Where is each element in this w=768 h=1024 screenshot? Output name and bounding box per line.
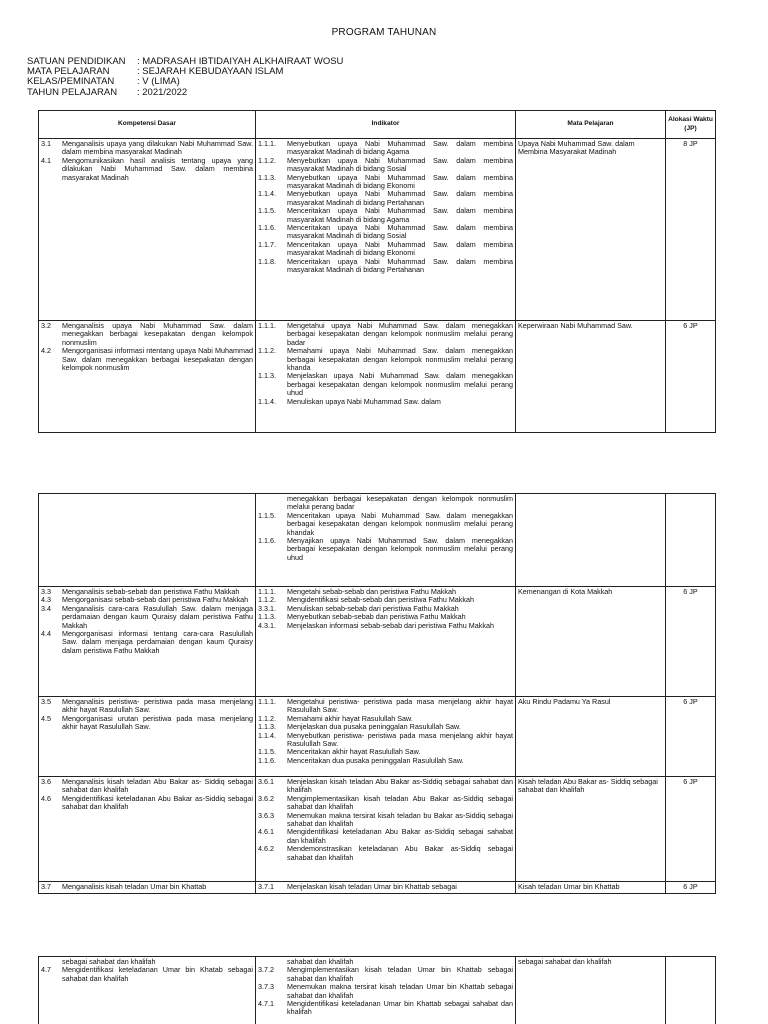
kd-text: Menganalisis sebab-sebab dan peristiwa Fathu Makkah: [62, 587, 240, 596]
kd-text: Mengorganisasi sebab-sebab dari peristiwa Fathu Makkah: [62, 595, 249, 605]
indikator-item: [258, 512, 513, 537]
indikator-number: 1.1.1.: [258, 139, 276, 148]
indikator-cell: [256, 957, 516, 1024]
indikator-text: Menceritakan upaya Nabi Muhammad Saw. dalam membina masyarakat Madinah di bidang Ekonomi: [287, 239, 513, 258]
table-row: [39, 882, 716, 894]
indikator-text: Menceritakan akhir hayat Rasulullah Saw.: [287, 747, 421, 757]
indikator-item: [258, 241, 513, 258]
alokasi-waktu-cell: 6 JP: [666, 777, 716, 882]
alokasi-waktu-cell: 6 JP: [666, 882, 716, 894]
indikator-text: Menemukan makna tersirat kisah teladan Umar bin Khattab sebagai sahabat dan khalifah: [287, 982, 513, 1000]
meta-key: TAHUN PELAJARAN: [27, 86, 118, 98]
mata-pelajaran-cell: [516, 494, 666, 587]
indikator-number: 1.1.4.: [258, 396, 276, 406]
indikator-cell: [256, 587, 516, 697]
kompetensi-dasar-cell: [39, 777, 256, 882]
indikator-number: 4.3.1.: [258, 620, 276, 630]
kompetensi-dasar-cell: [39, 882, 256, 894]
document-meta: [27, 57, 343, 98]
indikator-number: 3.3.1.: [258, 603, 276, 613]
kd-number: 4.7: [41, 965, 51, 975]
indikator-text: sahabat dan khalifah: [287, 957, 354, 966]
indikator-text: Mengetahi sebab-sebab dan peristiwa Fathu Makkah: [287, 587, 457, 596]
indikator-number: 3.6.1: [258, 777, 274, 786]
alokasi-waktu-cell: 6 JP: [666, 697, 716, 777]
indikator-text: Menjelaskan kisah teladan Umar bin Khattab sebagai: [287, 882, 457, 891]
indikator-number: 1.1.3.: [258, 172, 276, 182]
indikator-text: Mengetahui peristiwa- peristiwa pada masa menjelang akhir hayat Rasulullah Saw.: [287, 697, 513, 715]
indikator-number: 3.7.3: [258, 982, 274, 992]
indikator-item: [258, 372, 513, 397]
mata-pelajaran-cell: Kisah teladan Umar bin Khattab: [516, 882, 666, 894]
indikator-item: [258, 622, 513, 630]
kd-number: 3.1: [41, 139, 51, 148]
kd-item: [41, 347, 253, 372]
kd-text: Menganalisis kisah teladan Umar bin Khattab: [62, 882, 207, 891]
kd-number: 3.3: [41, 587, 51, 596]
indikator-cell: [256, 494, 516, 587]
indikator-number: 1.1.2.: [258, 713, 276, 723]
table-header-row: [39, 111, 716, 139]
indikator-number: 1.1.1.: [258, 697, 276, 706]
indikator-number: 1.1.2.: [258, 346, 276, 356]
table-row: [39, 777, 716, 882]
indikator-item: [258, 398, 513, 406]
indikator-item: [258, 224, 513, 241]
indikator-text: Menyebutkan upaya Nabi Muhammad Saw. dalam membina masyarakat Madinah di bidang Agama: [287, 139, 513, 157]
indikator-item: [258, 698, 513, 715]
indikator-item: [258, 812, 513, 829]
mata-pelajaran-cell: Kisah teladan Abu Bakar as- Siddiq sebagai sahabat dan khalifah: [516, 777, 666, 882]
indikator-number: 1.1.4.: [258, 189, 276, 199]
kd-number: 3.7: [41, 882, 51, 891]
indikator-text: Menyebutkan upaya Nabi Muhammad Saw. dalam membina masyarakat Madinah di bidang Pertahanan: [287, 189, 513, 207]
indikator-item: [258, 495, 513, 512]
indikator-text: Menceritakan upaya Nabi Muhammad Saw. dalam membina masyarakat Madinah di bidang Sosial: [287, 223, 513, 241]
table-body: [39, 957, 716, 1024]
indikator-text: Memahami upaya Nabi Muhammad Saw. dalam menegakkan berbagai kesepakatan dengan kelompok nonmuslim melalui perang khanda: [287, 346, 513, 373]
kd-text: Menganalisis kisah teladan Abu Bakar as- Siddiq sebagai sahabat dan khalifah: [62, 777, 253, 795]
indikator-cell: [256, 882, 516, 894]
kompetensi-dasar-cell: [39, 139, 256, 321]
indikator-number: 1.1.7.: [258, 239, 276, 249]
indikator-number: 1.1.3.: [258, 722, 276, 732]
indikator-item: [258, 757, 513, 765]
indikator-text: Menjelaskan informasi sebab-sebab dari peristiwa Fathu Makkah: [287, 620, 494, 630]
indikator-cell: [256, 777, 516, 882]
indikator-text: Menceritakan dua pusaka peninggalan Rasulullah Saw.: [287, 755, 464, 765]
indikator-text: Menuliskan upaya Nabi Muhammad Saw. dalam: [287, 396, 441, 406]
alokasi-waktu-cell: [666, 494, 716, 587]
indikator-number: 1.1.8.: [258, 256, 276, 266]
indikator-number: [258, 495, 287, 512]
kd-text: Menganalisis upaya yang dilakukan Nabi Muhammad Saw. dalam membina masyarakat Madinah: [62, 139, 253, 157]
indikator-item: [258, 845, 513, 862]
kd-item: [41, 322, 253, 347]
indikator-text: Mengidentifikasi keteladanan Abu Bakar as-Siddiq sebagai sahabat dan khalifah: [287, 827, 513, 845]
indikator-number: 1.1.1.: [258, 587, 276, 596]
kd-text: Menganalisis upaya Nabi Muhammad Saw. dalam menegakkan berbagai kesepakatan dengan kelompok nonmuslim: [62, 321, 253, 347]
kd-number: 4.1: [41, 155, 51, 165]
indikator-item: [258, 174, 513, 191]
header-mata-pelajaran: Mata Pelajaran: [516, 111, 666, 139]
kd-item: [41, 778, 253, 795]
kd-number: 4.4: [41, 629, 51, 639]
table-body: [39, 494, 716, 894]
indikator-text: Menyebutkan upaya Nabi Muhammad Saw. dalam membina masyarakat Madinah di bidang Sosial: [287, 155, 513, 174]
indikator-item: [258, 778, 513, 795]
indikator-text: Mengidentifikasi sebab-sebab dan peristiwa Fathu Makkah: [287, 595, 474, 605]
table-body: [39, 139, 716, 433]
kd-text: Mengorganisasi urutan peristiwa pada masa menjelang akhir hayat Rasulullah Saw.: [62, 713, 253, 732]
indikator-item: [258, 537, 513, 562]
meta-row: [27, 88, 343, 98]
kd-text: Mengidentifikasi keteladanan Abu Bakar as-Siddiq sebagai sahabat dan khalifah: [62, 793, 253, 812]
indikator-text: Menemukan makna tersirat kisah teladan bu Bakar as-Siddiq sebagai sahabat dan khalifah: [287, 810, 513, 829]
program-table-page-1: [38, 110, 716, 433]
indikator-number: 1.1.5.: [258, 747, 276, 757]
kd-item: [41, 698, 253, 715]
indikator-number: 3.7.2: [258, 965, 274, 975]
indikator-number: 4.7.1: [258, 999, 274, 1009]
indikator-cell: [256, 139, 516, 321]
kd-text: Mengorganisasi informasi ntentang upaya Nabi Muhammad Saw. dalam menegakkan berbagai kesepakatan dengan kelompok nonmuslim: [62, 346, 253, 373]
meta-value: : 2021/2022: [137, 86, 188, 98]
kd-text: Mengorganisasi informasi tentang cara-cara Rasulullah Saw. dalam menjaga perdamaian dengan kaum Quraisy dalam peristiwa Fathu Makkah: [62, 629, 253, 655]
meta-key: KELAS/PEMINATAN: [27, 76, 115, 88]
indikator-text: Menyajikan upaya Nabi Muhammad Saw. dalam menegakkan berbagai kesepakatan dengan kelompok nonmuslim melalui perang uhud: [287, 536, 513, 562]
indikator-number: 1.1.6.: [258, 755, 276, 765]
kd-number: 4.5: [41, 713, 51, 723]
indikator-item: [258, 207, 513, 224]
indikator-item: [258, 795, 513, 812]
alokasi-waktu-cell: [666, 957, 716, 1024]
meta-value: : MADRASAH IBTIDAIYAH ALKHAIRAAT WOSU: [137, 56, 344, 67]
indikator-number: 1.1.5.: [258, 510, 276, 520]
table-row: [39, 697, 716, 777]
indikator-number: 3.6.2: [258, 793, 274, 803]
indikator-number: 4.6.2: [258, 844, 274, 854]
kd-item: [41, 795, 253, 812]
kd-item: [41, 140, 253, 157]
kd-number: 3.4: [41, 603, 51, 613]
indikator-item: [258, 322, 513, 347]
indikator-text: Mengimplementasikan kisah teladan Umar bin Khattab sebagai sahabat dan khalifah: [287, 965, 513, 983]
indikator-item: [258, 983, 513, 1000]
kd-number: 3.2: [41, 321, 51, 330]
indikator-item: [258, 966, 513, 983]
header-kompetensi-dasar: Kompetensi Dasar: [39, 111, 256, 139]
kompetensi-dasar-cell: [39, 587, 256, 697]
kd-item: [41, 715, 253, 732]
indikator-text: Menceritakan upaya Nabi Muhammad Saw. dalam menegakkan berbagai kesepakatan dengan kelompok nonmuslim melalui perang khandak: [287, 510, 513, 537]
indikator-item: [258, 347, 513, 372]
table-row: [39, 139, 716, 321]
table-row: [39, 321, 716, 433]
indikator-text: menegakkan berbagai kesepakatan dengan kelompok nonmuslim melalui perang badar: [287, 494, 513, 512]
indikator-text: Menjelaskan upaya Nabi Muhammad Saw. dalam menegakkan berbagai kesepakatan dengan kelompok nonmuslim melalui perang uhud: [287, 371, 513, 398]
indikator-text: Mengetahui upaya Nabi Muhammad Saw. dalam menegakkan berbagai kesepakatan dengan kelompok nonmuslim melalui perang badar: [287, 321, 513, 347]
indikator-text: Memahami akhir hayat Rasulullah Saw.: [287, 713, 413, 723]
indikator-number: 1.1.2.: [258, 155, 276, 165]
kd-item: [41, 157, 253, 182]
indikator-text: Menuliskan sebab-sebab dari peristiwa Fathu Makkah: [287, 603, 459, 613]
mata-pelajaran-cell: Keperwiraan Nabi Muhammad Saw.: [516, 321, 666, 433]
kd-item: [41, 605, 253, 630]
indikator-text: Menyebutkan peristiwa- peristiwa pada masa menjelang akhir hayat Rasulullah Saw.: [287, 730, 513, 749]
indikator-text: Menceritakan upaya Nabi Muhammad Saw. dalam membina masyarakat Madinah di bidang Agama: [287, 206, 513, 224]
indikator-text: Mengimplementasikan kisah teladan Abu Bakar as-Siddiq sebagai sahabat dan khalifah: [287, 793, 513, 812]
meta-value: : SEJARAH KEBUDAYAAN ISLAM: [137, 66, 284, 78]
meta-value: : V (LIMA): [137, 76, 180, 88]
indikator-number: 1.1.6.: [258, 223, 276, 233]
kd-number: 4.6: [41, 793, 51, 803]
indikator-number: 3.7.1: [258, 882, 274, 891]
indikator-item: [258, 732, 513, 749]
indikator-number: 3.6.3: [258, 810, 274, 820]
header-indikator: Indikator: [256, 111, 516, 139]
kompetensi-dasar-cell: [39, 957, 256, 1024]
program-table-page-3: [38, 956, 716, 1024]
indikator-item: [258, 1000, 513, 1017]
indikator-number: 1.1.2.: [258, 595, 276, 605]
table-row: [39, 587, 716, 697]
meta-key: SATUAN PENDIDIKAN: [27, 56, 126, 67]
mata-pelajaran-cell: Kemenangan di Kota Makkah: [516, 587, 666, 697]
indikator-text: Menyebutkan upaya Nabi Muhammad Saw. dalam membina masyarakat Madinah di bidang Ekonomi: [287, 172, 513, 191]
kompetensi-dasar-cell: [39, 697, 256, 777]
indikator-cell: [256, 321, 516, 433]
indikator-text: Menjelaskan dua pusaka peninggalan Rasulullah Saw.: [287, 722, 461, 732]
alokasi-waktu-cell: 6 JP: [666, 587, 716, 697]
indikator-text: Menjelaskan kisah teladan Abu Bakar as-Siddiq sebagai sahabat dan khalifah: [287, 777, 513, 795]
header-alokasi-waktu: Alokasi Waktu (JP): [666, 111, 716, 139]
indikator-number: 4.6.1: [258, 827, 274, 837]
table-row: [39, 957, 716, 1024]
indikator-text: Menceritakan upaya Nabi Muhammad Saw. dalam membina masyarakat Madinah di bidang Pertahanan: [287, 256, 513, 275]
indikator-number: 1.1.1.: [258, 321, 276, 330]
kd-number: 3.5: [41, 697, 51, 706]
indikator-item: [258, 157, 513, 174]
mata-pelajaran-cell: Upaya Nabi Muhammad Saw. dalam Membina Masyarakat Madinah: [516, 139, 666, 321]
kd-item: [41, 966, 253, 983]
kd-text: Menganalisis cara-cara Rasulullah Saw. dalam menjaga perdamaian dengan kaum Quraisy dalam peristiwa Fathu Makkah: [62, 603, 253, 630]
mata-pelajaran-cell: Aku Rindu Padamu Ya Rasul: [516, 697, 666, 777]
indikator-item: [258, 828, 513, 845]
indikator-number: 1.1.3.: [258, 371, 276, 381]
indikator-item: [258, 883, 513, 891]
kd-text: sebagai sahabat dan khalifah: [62, 957, 156, 966]
indikator-text: Mengidentifikasi keteladanan Umar bin Khattab sebagai sahabat dan khalifah: [287, 999, 513, 1017]
indikator-item: [258, 258, 513, 275]
indikator-item: [258, 190, 513, 207]
document-title: PROGRAM TAHUNAN: [331, 27, 437, 38]
kd-number: 3.6: [41, 777, 51, 786]
alokasi-waktu-cell: 6 JP: [666, 321, 716, 433]
kd-item: [41, 630, 253, 655]
indikator-number: 1.1.6.: [258, 536, 276, 546]
indikator-text: Menyebutkan sebab-sebab dan peristiwa Fathu Makkah: [287, 612, 466, 622]
indikator-item: [258, 140, 513, 157]
mata-pelajaran-cell: sebagai sahabat dan khalifah: [516, 957, 666, 1024]
table-row: [39, 494, 716, 587]
kd-number: 4.2: [41, 346, 51, 356]
indikator-number: 1.1.3.: [258, 612, 276, 622]
alokasi-waktu-cell: 8 JP: [666, 139, 716, 321]
kompetensi-dasar-cell: [39, 494, 256, 587]
indikator-number: 1.1.5.: [258, 206, 276, 216]
indikator-cell: [256, 697, 516, 777]
meta-key: MATA PELAJARAN: [27, 66, 110, 78]
indikator-number: 1.1.4.: [258, 730, 276, 740]
kd-text: Menganalisis peristiwa- peristiwa pada masa menjelang akhir hayat Rasulullah Saw.: [62, 697, 253, 715]
kompetensi-dasar-cell: [39, 321, 256, 433]
kd-item: [41, 883, 253, 891]
indikator-text: Mendemonstrasikan keteladanan Abu Bakar as-Siddiq sebagai sahabat dan khalifah: [287, 844, 513, 862]
kd-text: Mengidentifikasi keteladanan Umar bin Khatab sebagai sahabat dan khalifah: [62, 965, 253, 983]
kd-number: 4.3: [41, 595, 51, 605]
kd-text: Mengomunikasikan hasil analisis tentang upaya yang dilakukan Nabi Muhammad Saw. dalam membina masyarakat Madinah: [62, 155, 253, 182]
program-table-page-2: [38, 493, 716, 894]
